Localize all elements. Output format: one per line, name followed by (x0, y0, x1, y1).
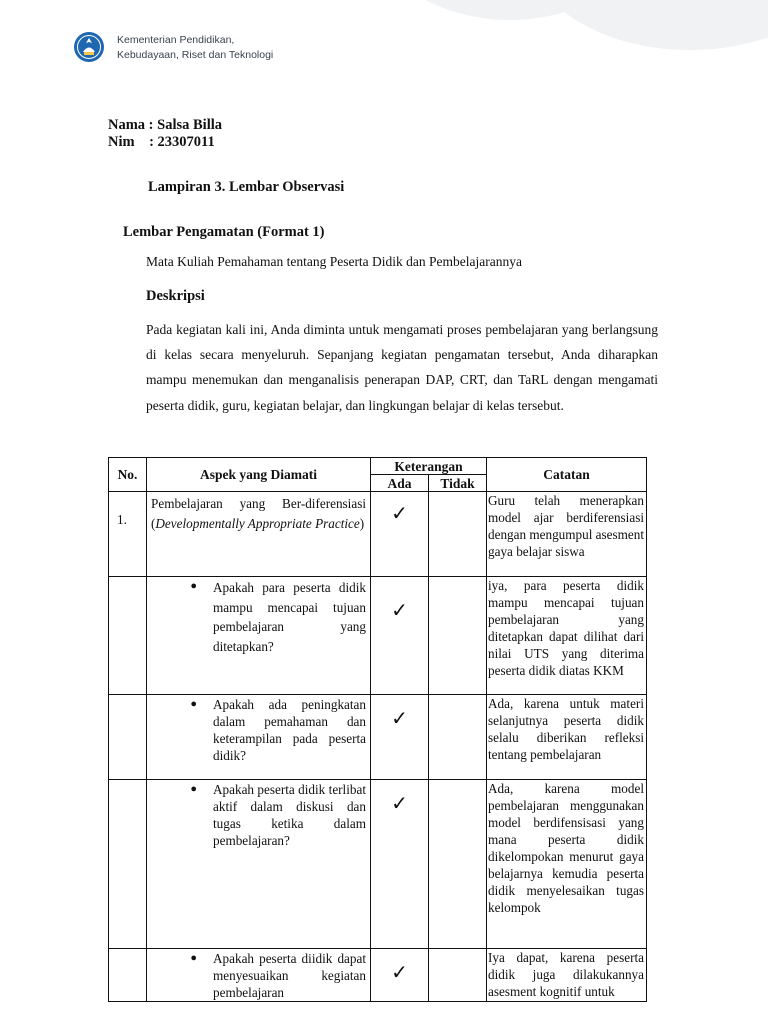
ada-cell (371, 492, 429, 577)
question-text: Apakah peserta didik terlibat aktif dalam diskusi dan tugas ketika dalam pembelajaran? (213, 782, 366, 848)
appendix-title: Lampiran 3. Lembar Observasi (148, 179, 345, 195)
description-heading: Deskripsi (146, 288, 205, 304)
question-item (147, 577, 370, 656)
catatan-cell (487, 577, 647, 695)
ministry-name (117, 33, 273, 63)
row-number-cell (109, 577, 147, 695)
aspect-cell (147, 949, 371, 1002)
note-text: Ada, karena untuk materi selanjutnya peserta didik selalu diberikan refleksi tentang pembelajaran (488, 696, 644, 762)
bullet-icon: ● (190, 580, 197, 592)
question-text: Apakah para peserta didik mampu mencapai tujuan pembelajaran yang ditetapkan? (213, 580, 366, 654)
row-number: 1. (117, 512, 127, 527)
table-row (109, 695, 647, 780)
student-nim: Nim : 23307011 (108, 134, 215, 150)
bullet-icon: ● (190, 952, 197, 964)
tidak-cell (429, 780, 487, 949)
checkmark-icon: ✓ (391, 503, 408, 525)
question-text: Apakah peserta diidik dapat menyesuaikan kegiatan pembelajaran (213, 951, 366, 1000)
tidak-cell (429, 695, 487, 780)
catatan-cell (487, 780, 647, 949)
aspect-text (147, 492, 370, 535)
tut-wuri-handayani-logo-icon (73, 31, 105, 63)
description-paragraph (146, 317, 658, 418)
ada-cell (371, 780, 429, 949)
aspect-cell (147, 492, 371, 577)
course-name: Mata Kuliah Pemahaman tentang Peserta Didik dan Pembelajarannya (146, 254, 523, 269)
checkmark-icon: ✓ (391, 708, 408, 730)
sheet-title: Lembar Pengamatan (Format 1) (123, 224, 325, 240)
background-shape-right (530, 0, 768, 50)
ministry-line-1: Kementerian Pendidikan, (117, 34, 235, 46)
tidak-cell (429, 577, 487, 695)
header-aspect: Aspek yang Diamati (147, 458, 371, 492)
aspect-text-suffix: ) (359, 515, 365, 531)
checkmark-icon: ✓ (391, 600, 408, 622)
question-item (147, 949, 370, 1001)
question-item (147, 695, 370, 764)
note-text: iya, para peserta didik mampu mencapai tujuan pembelajaran yang ditetapkan dapat dilihat dari nilai UTS yang diterima peserta didik diatas KKM (488, 578, 644, 678)
bullet-icon: ● (190, 698, 197, 710)
table-row (109, 949, 647, 1002)
note-text: Guru telah menerapkan model ajar berdiferensiasi dengan mengumpul asesment gaya belajar siswa (488, 493, 645, 559)
table-row (109, 780, 647, 949)
aspect-cell (147, 695, 371, 780)
ada-cell (371, 695, 429, 780)
checkmark-icon: ✓ (391, 793, 408, 815)
tidak-cell (429, 949, 487, 1002)
header-catatan: Catatan (487, 458, 647, 492)
row-number-cell (109, 695, 147, 780)
row-number-cell (109, 949, 147, 1002)
catatan-cell (487, 695, 647, 780)
aspect-cell (147, 577, 371, 695)
aspect-text-prefix: Pembelajaran yang Ber-diferensiasi ( (151, 496, 366, 531)
ministry-line-2: Kebudayaan, Riset dan Teknologi (117, 49, 274, 61)
question-text: Apakah ada peningkatan dalam pemahaman dan keterampilan pada peserta didik? (213, 697, 366, 763)
catatan-cell (487, 492, 647, 577)
aspect-cell (147, 780, 371, 949)
question-item (147, 780, 370, 849)
header-ada: Ada (371, 475, 429, 492)
checkmark-icon: ✓ (391, 962, 408, 984)
row-number-cell (109, 780, 147, 949)
aspect-text-italic: Developmentally Appropriate Practice (155, 515, 360, 531)
row-number-cell (109, 492, 147, 577)
tidak-cell (429, 492, 487, 577)
header-no: No. (109, 458, 147, 492)
description-text: Pada kegiatan kali ini, Anda diminta untuk mengamati proses pembelajaran yang berlangsung di kelas secara menyeluruh. Sepanjang kegiatan pengamatan tersebut, Anda diharapkan mampu menemukan dan menganalisis penerapan DAP, CRT, dan TaRL dengan mengamati peserta didik, guru, kegiatan belajar, dan lingkungan belajar di kelas tersebut. (146, 322, 658, 413)
note-text: Ada, karena model pembelajaran menggunakan model berdifensisasi yang mana peserta didik dikelompokan menurut gaya belajarnya kemudia peserta didik menyelesaikan tugas kelompok (488, 781, 644, 915)
ada-cell (371, 949, 429, 1002)
ada-cell (371, 577, 429, 695)
table-row (109, 577, 647, 695)
table-row (109, 492, 647, 577)
header-tidak: Tidak (429, 475, 487, 492)
observation-table (108, 457, 647, 1002)
bullet-icon: ● (190, 783, 197, 795)
header-keterangan: Keterangan (371, 458, 487, 475)
note-text: Iya dapat, karena peserta didik juga dilakukannya asesment kognitif untuk (488, 950, 644, 999)
student-name: Nama : Salsa Billa (108, 117, 222, 133)
catatan-cell (487, 949, 647, 1002)
